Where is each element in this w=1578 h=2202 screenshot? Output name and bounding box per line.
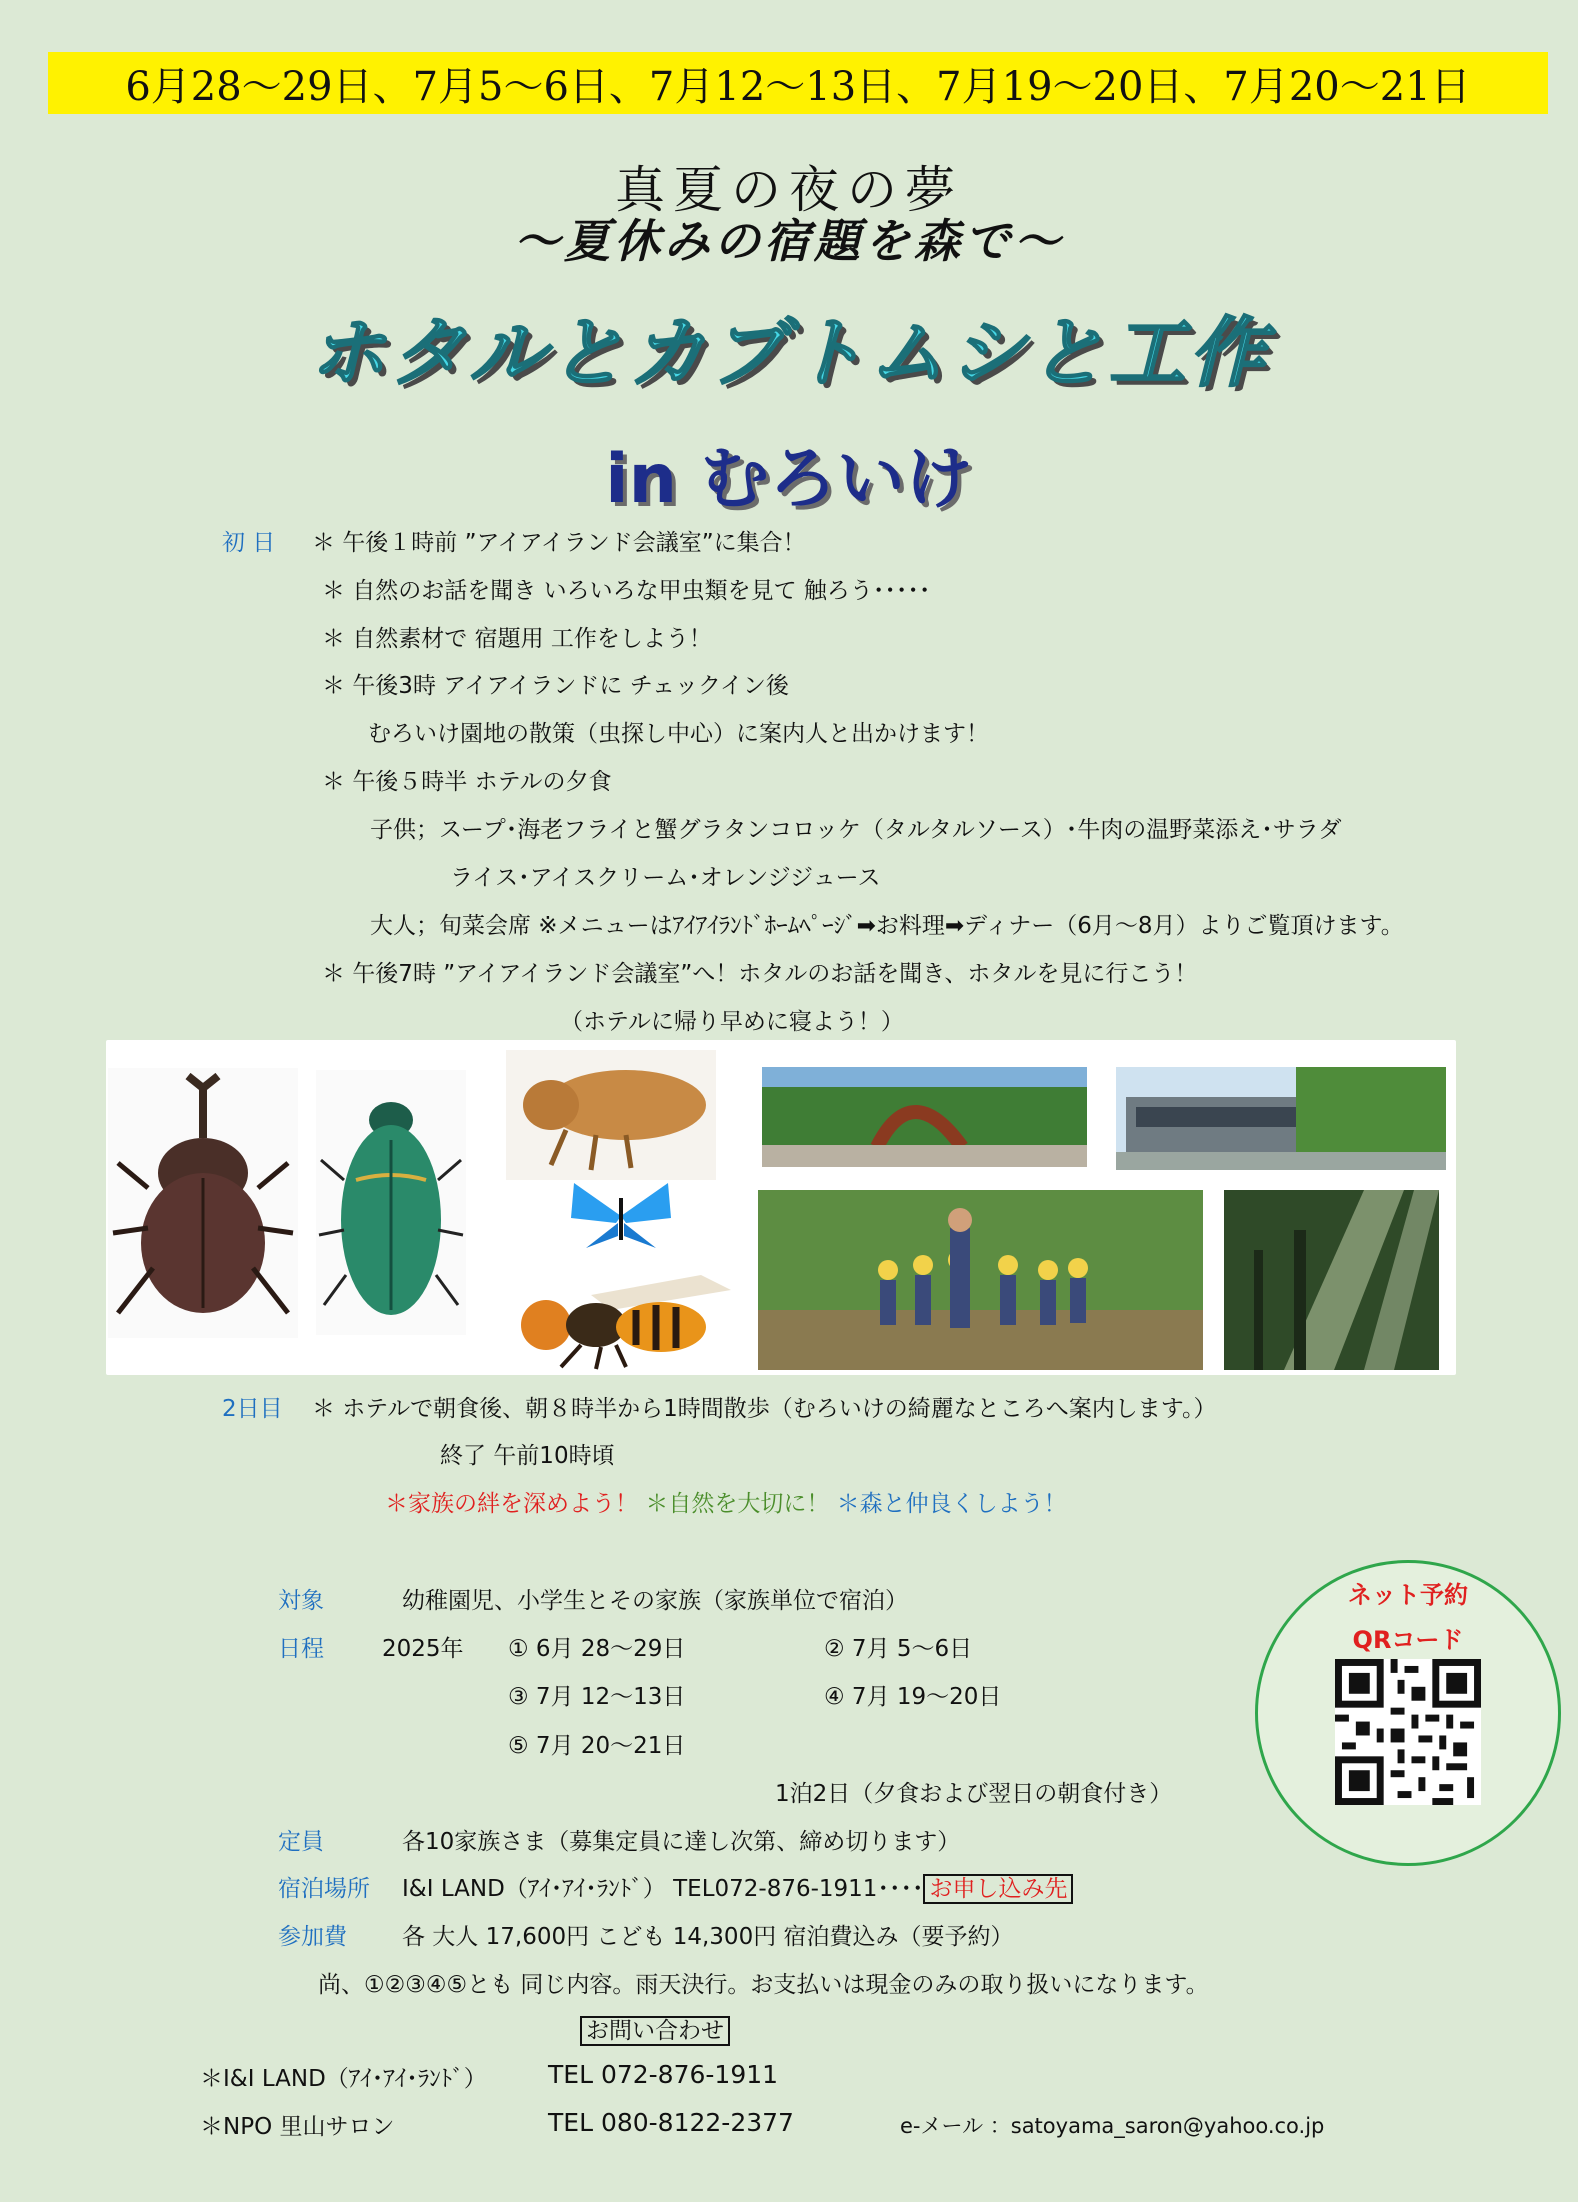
contact-name: ＊I&I LAND（ｱｲ･ｱｲ･ﾗﾝﾄﾞ） <box>200 2066 487 2092</box>
schedule-label: 日程 <box>278 1636 324 1662</box>
cicada-shell-image <box>506 1050 716 1180</box>
schedule-item: ④ 7月 19～20日 <box>824 1684 1002 1710</box>
slogans <box>385 1485 1067 1518</box>
day2-line: 終了 午前10時頃 <box>440 1443 615 1469</box>
target-label: 対象 <box>278 1588 324 1614</box>
title-subtitle: ～夏休みの宿題を森で～ <box>514 214 1064 268</box>
target-value: 幼稚園児、小学生とその家族（家族単位で宿泊） <box>402 1588 908 1614</box>
qr-panel <box>1255 1560 1561 1866</box>
hornet-image <box>501 1255 741 1370</box>
contact-tel: TEL 080-8122-2377 <box>548 2108 794 2137</box>
day1-line: ＊ 午後3時 アイアイランドに チェックイン後 <box>322 673 789 699</box>
day1-line: ＊ 自然素材で 宿題用 工作をしよう！ <box>322 626 712 652</box>
qr-subtitle: QRコード <box>1352 1626 1464 1654</box>
hotel-building-photo <box>1116 1067 1446 1170</box>
schedule-item: ① 6月 28～29日 <box>508 1636 686 1662</box>
day1-label: 初 日 <box>222 530 276 556</box>
title-location: in むろいけ <box>605 440 973 519</box>
lodging-info <box>402 1870 1073 1903</box>
qr-code-icon[interactable] <box>1335 1659 1481 1805</box>
contact-tel: TEL 072-876-1911 <box>548 2060 779 2089</box>
slogan-family: ＊家族の絆を深めよう！ <box>385 1491 638 1517</box>
contact-heading-label: お問い合わせ <box>580 2016 730 2046</box>
jewel-beetle-image <box>316 1070 466 1335</box>
day1-line: （ホテルに帰り早めに寝よう！） <box>560 1009 904 1035</box>
schedule-item: ③ 7月 12～13日 <box>508 1684 686 1710</box>
day1-line: ＊ 午後7時 ”アイアイランド会議室”へ！ホタルのお話を聞き、ホタルを見に行こう！ <box>322 961 1198 987</box>
schedule-year: 2025年 <box>382 1636 464 1662</box>
schedule-item: ⑤ 7月 20～21日 <box>508 1733 686 1759</box>
title-main: 真夏の夜の夢 <box>615 161 963 219</box>
day1-line: むろいけ園地の散策（虫探し中心）に案内人と出かけます！ <box>368 721 989 747</box>
qr-title: ネット予約 <box>1348 1581 1468 1609</box>
slogan-nature: ＊自然を大切に！ <box>645 1491 830 1517</box>
date-banner: 6月28～29日、7月5～6日、7月12～13日、7月19～20日、7月20～21日 <box>48 52 1548 114</box>
capacity-label: 定員 <box>278 1829 324 1855</box>
day1-line: ＊ 午後１時前 ”アイアイランド会議室”に集合！ <box>312 530 806 556</box>
capacity-value: 各10家族さま（募集定員に達し次第、締め切ります） <box>402 1829 961 1855</box>
stay-note: 1泊2日（夕食および翌日の朝食付き） <box>775 1781 1173 1807</box>
contact-heading <box>580 2012 730 2045</box>
day1-line: ライス･アイスクリーム･オレンジジュース <box>450 865 881 891</box>
schedule-item: ② 7月 5～6日 <box>824 1636 973 1662</box>
fee-label: 参加費 <box>278 1924 347 1950</box>
children-walk-photo <box>758 1190 1203 1370</box>
title-event: ホタルとカブトムシと工作 <box>309 308 1269 397</box>
fee-value: 各 大人 17,600円 こども 14,300円 宿泊費込み（要予約） <box>402 1924 1014 1950</box>
blue-butterfly-image <box>566 1178 676 1253</box>
park-gate-photo <box>762 1067 1087 1167</box>
day1-line: 大人；旬菜会席 ※メニューはｱｲｱｲﾗﾝﾄﾞﾎｰﾑﾍﾟｰｼﾞ➡お料理➡ディナー（6月～8月）よりご覧頂けます。 <box>370 913 1404 939</box>
day2-label: 2日目 <box>222 1396 283 1422</box>
rhinoceros-beetle-image <box>108 1068 298 1338</box>
day1-line: 子供；スープ･海老フライと蟹グラタンコロッケ（タルタルソース）･牛肉の温野菜添え･サラダ <box>370 817 1342 843</box>
apply-tag: お申し込み先 <box>923 1874 1073 1904</box>
day1-line: ＊ 午後５時半 ホテルの夕食 <box>322 769 612 795</box>
lodging-value: I&I LAND（ｱｲ･ｱｲ･ﾗﾝﾄﾞ） TEL072-876-1911････ <box>402 1876 924 1902</box>
policy-note: 尚、①②③④⑤とも 同じ内容。雨天決行。お支払いは現金のみの取り扱いになります。 <box>318 1972 1209 1998</box>
day2-line: ＊ ホテルで朝食後、朝８時半から1時間散歩（むろいけの綺麗なところへ案内します。） <box>312 1396 1217 1422</box>
contact-name: ＊NPO 里山サロン <box>200 2114 395 2140</box>
photo-strip <box>106 1040 1456 1375</box>
forest-light-photo <box>1224 1190 1439 1370</box>
contact-email[interactable]: e-メール ：satoyama_saron@yahoo.co.jp <box>900 2114 1325 2138</box>
day1-line: ＊ 自然のお話を聞き いろいろな甲虫類を見て 触ろう･････ <box>322 578 931 604</box>
slogan-forest: ＊森と仲良くしよう！ <box>836 1491 1067 1517</box>
lodging-label: 宿泊場所 <box>278 1876 370 1902</box>
